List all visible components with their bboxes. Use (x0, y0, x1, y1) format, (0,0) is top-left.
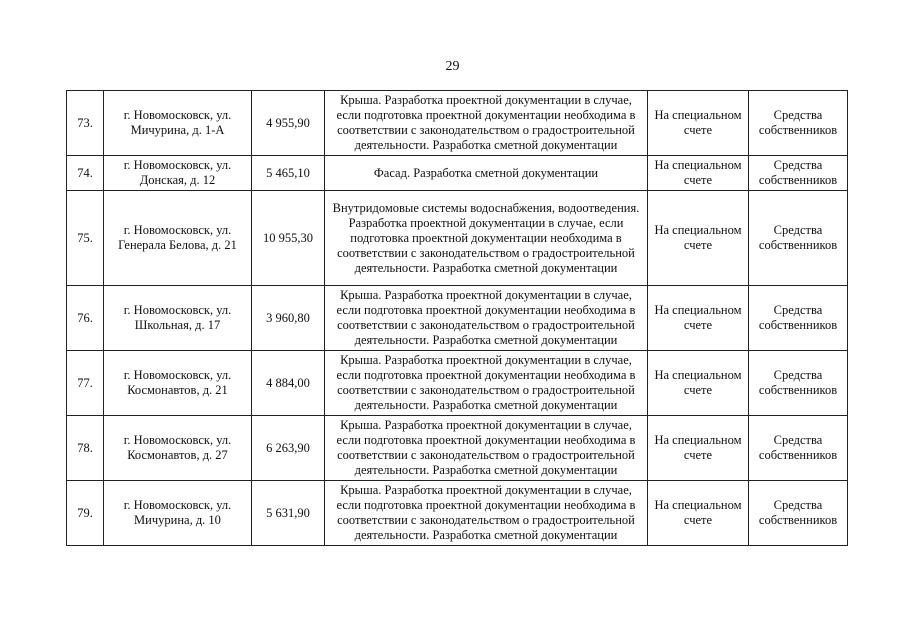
table-row (67, 91, 848, 156)
table-row (67, 481, 848, 546)
address-cell: г. Новомосковск, ул. Школьная, д. 17 (104, 286, 252, 351)
account-cell: На специальном счете (648, 91, 749, 156)
cost-cell: 5 631,90 (252, 481, 325, 546)
address-cell: г. Новомосковск, ул. Мичурина, д. 1-А (104, 91, 252, 156)
account-cell: На специальном счете (648, 416, 749, 481)
row-number: 77. (67, 351, 104, 416)
address-cell: г. Новомосковск, ул. Генерала Белова, д. 21 (104, 191, 252, 286)
table-row (67, 191, 848, 286)
page-number: 29 (445, 59, 460, 74)
row-number: 74. (67, 156, 104, 191)
works-cell: Крыша. Разработка проектной документации в случае, если подготовка проектной документации необходима в соответствии с законодательством о градостроительной деятельности. Разработка сметной документации (325, 416, 648, 481)
table-row (67, 156, 848, 191)
address-cell: г. Новомосковск, ул. Космонавтов, д. 27 (104, 416, 252, 481)
row-number: 79. (67, 481, 104, 546)
row-number: 78. (67, 416, 104, 481)
address-cell: г. Новомосковск, ул. Космонавтов, д. 21 (104, 351, 252, 416)
works-cell: Крыша. Разработка проектной документации в случае, если подготовка проектной документации необходима в соответствии с законодательством о градостроительной деятельности. Разработка сметной документации (325, 481, 648, 546)
account-cell: На специальном счете (648, 286, 749, 351)
cost-cell: 4 884,00 (252, 351, 325, 416)
cost-cell: 4 955,90 (252, 91, 325, 156)
funding-source-cell: Средства собственников (749, 156, 848, 191)
capital-repair-table (66, 90, 848, 546)
cost-cell: 10 955,30 (252, 191, 325, 286)
row-number: 75. (67, 191, 104, 286)
account-cell: На специальном счете (648, 156, 749, 191)
account-cell: На специальном счете (648, 191, 749, 286)
funding-source-cell: Средства собственников (749, 351, 848, 416)
cost-cell: 5 465,10 (252, 156, 325, 191)
funding-source-cell: Средства собственников (749, 416, 848, 481)
address-cell: г. Новомосковск, ул. Мичурина, д. 10 (104, 481, 252, 546)
address-cell: г. Новомосковск, ул. Донская, д. 12 (104, 156, 252, 191)
table-row (67, 351, 848, 416)
works-cell: Крыша. Разработка проектной документации в случае, если подготовка проектной документации необходима в соответствии с законодательством о градостроительной деятельности. Разработка сметной документации (325, 286, 648, 351)
works-cell: Фасад. Разработка сметной документации (325, 156, 648, 191)
funding-source-cell: Средства собственников (749, 481, 848, 546)
table-row (67, 416, 848, 481)
row-number: 76. (67, 286, 104, 351)
funding-source-cell: Средства собственников (749, 91, 848, 156)
account-cell: На специальном счете (648, 351, 749, 416)
row-number: 73. (67, 91, 104, 156)
funding-source-cell: Средства собственников (749, 286, 848, 351)
cost-cell: 6 263,90 (252, 416, 325, 481)
account-cell: На специальном счете (648, 481, 749, 546)
works-cell: Крыша. Разработка проектной документации в случае, если подготовка проектной документации необходима в соответствии с законодательством о градостроительной деятельности. Разработка сметной документации (325, 91, 648, 156)
works-cell: Крыша. Разработка проектной документации в случае, если подготовка проектной документации необходима в соответствии с законодательством о градостроительной деятельности. Разработка сметной документации (325, 351, 648, 416)
table-row (67, 286, 848, 351)
cost-cell: 3 960,80 (252, 286, 325, 351)
funding-source-cell: Средства собственников (749, 191, 848, 286)
works-cell: Внутридомовые системы водоснабжения, водоотведения. Разработка проектной документации в случае, если подготовка проектной документации необходима в соответствии с законодательством о градостроительной деятельности. Разработка сметной документации (325, 191, 648, 286)
